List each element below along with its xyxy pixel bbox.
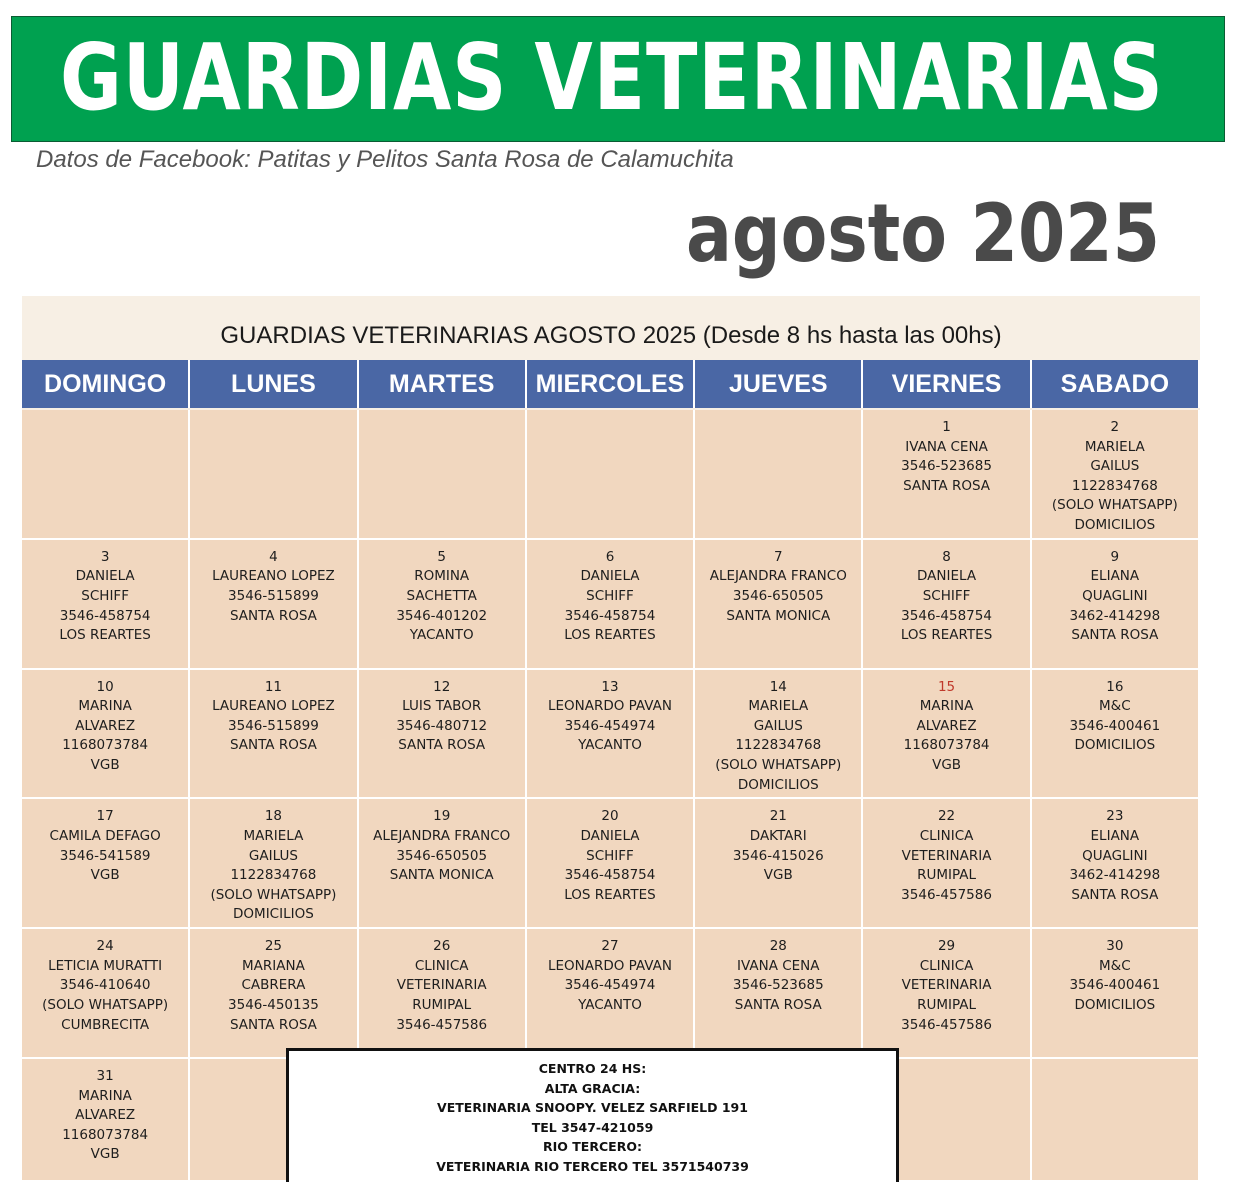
- note-line: TEL 3547-421059: [531, 1119, 654, 1135]
- cell-line: RUMIPAL: [412, 996, 472, 1013]
- cell-line: 3546-515899: [228, 717, 319, 734]
- day-number: 28: [769, 938, 787, 955]
- cell-line: SANTA ROSA: [229, 607, 317, 624]
- day-cell-27: [527, 929, 695, 1059]
- day-number: 8: [942, 548, 951, 565]
- cell-line: 3546-523685: [901, 458, 992, 475]
- cell-line: 3546-480712: [396, 717, 488, 734]
- cell-line: 3546-401202: [396, 607, 488, 624]
- cell-line: 1168073784: [903, 737, 990, 754]
- day-number: 2: [1110, 419, 1120, 435]
- cell-line: VETERINARIA: [396, 977, 487, 994]
- cell-line: 1122834768: [230, 867, 317, 884]
- cell-line: SCHIFF: [81, 587, 129, 604]
- cell-line: DOMICILIOS: [1074, 516, 1156, 533]
- cell-line: DANIELA: [917, 568, 977, 585]
- day-cell-30: [1032, 929, 1200, 1059]
- cell-line: 3546-458754: [564, 867, 656, 884]
- cell-line: 3546-454974: [564, 977, 656, 994]
- cell-line: LOS REARTES: [564, 886, 656, 903]
- day-cell-23: [1032, 799, 1200, 929]
- cell-line: DANIELA: [580, 568, 640, 585]
- day-number: 31: [96, 1068, 114, 1084]
- day-cell-11: [190, 670, 358, 800]
- cell-line: 1168073784: [62, 737, 149, 754]
- day-cell-9: [1032, 540, 1200, 670]
- day-cell-10: [22, 670, 190, 800]
- day-cell-18: [190, 799, 358, 929]
- cell-line: ALVAREZ: [75, 1107, 136, 1124]
- cell-line: SCHIFF: [586, 847, 634, 864]
- cell-line: MARIELA: [748, 698, 809, 715]
- cell-line: CUMBRECITA: [61, 1016, 150, 1033]
- day-cell-25: [190, 929, 358, 1059]
- cell-line: MARIELA: [1084, 438, 1145, 455]
- day-number: 14: [769, 678, 787, 695]
- cell-line: 3546-454974: [564, 717, 656, 734]
- cell-line: VETERINARIA: [901, 977, 992, 994]
- title-banner: [11, 16, 1225, 142]
- day-cell-22: [863, 799, 1031, 929]
- cell-line: IVANA CENA: [737, 957, 820, 974]
- day-number: 17: [96, 808, 114, 825]
- day-number: 22: [937, 808, 956, 825]
- cell-line: LAUREANO LOPEZ: [212, 568, 335, 585]
- cell-line: SANTA MONICA: [726, 607, 831, 624]
- day-number: 15: [937, 678, 956, 695]
- empty-cell: [359, 410, 527, 540]
- cell-line: LOS REARTES: [59, 627, 151, 644]
- cell-line: MARINA: [78, 1087, 132, 1104]
- empty-cell: [1032, 1059, 1200, 1182]
- cell-line: LOS REARTES: [564, 627, 656, 644]
- cell-line: 3546-541589: [59, 847, 151, 864]
- day-cell-4: [190, 540, 358, 670]
- cell-line: LETICIA MURATTI: [48, 957, 163, 974]
- cell-line: (SOLO WHATSAPP): [715, 756, 842, 773]
- cell-line: 3546-458754: [59, 607, 151, 624]
- cell-line: ROMINA: [414, 568, 470, 585]
- day-number: 19: [433, 808, 451, 825]
- cell-line: 3546-410640: [59, 977, 151, 994]
- cell-line: VETERINARIA: [901, 847, 992, 864]
- cell-line: SCHIFF: [922, 587, 971, 604]
- day-number: 18: [264, 808, 283, 825]
- day-cell-19: [359, 799, 527, 929]
- cell-line: 3546-457586: [901, 886, 992, 903]
- cell-line: 3546-400461: [1069, 977, 1161, 994]
- note-line: RIO TERCERO:: [543, 1139, 642, 1155]
- day-header-miercoles: MIERCOLES: [527, 360, 695, 408]
- cell-line: DOMICILIOS: [737, 776, 819, 793]
- cell-line: MARINA: [78, 698, 132, 715]
- cell-line: SACHETTA: [406, 587, 477, 604]
- day-number: 27: [601, 938, 619, 955]
- day-number: 3: [100, 548, 110, 565]
- day-cell-8: [863, 540, 1031, 670]
- cell-line: 3462-414298: [1069, 867, 1161, 884]
- cell-line: SANTA MONICA: [389, 867, 494, 884]
- cell-line: MARINA: [919, 698, 974, 715]
- emergency-center-note: [286, 1048, 899, 1182]
- cell-line: YACANTO: [578, 737, 642, 754]
- cell-line: CAMILA DEFAGO: [49, 827, 161, 844]
- calendar-title: GUARDIAS VETERINARIAS AGOSTO 2025 (Desde 8 hs hasta las 00hs): [220, 322, 1002, 349]
- cell-line: M&C: [1099, 698, 1131, 715]
- cell-line: QUAGLINI: [1082, 847, 1148, 864]
- day-cell-6: [527, 540, 695, 670]
- cell-line: DANIELA: [580, 827, 640, 844]
- cell-line: 3546-415026: [732, 847, 824, 864]
- day-cell-13: [527, 670, 695, 800]
- day-cell-15: [863, 670, 1031, 800]
- cell-line: SCHIFF: [586, 587, 634, 604]
- cell-line: 3546-515899: [228, 587, 319, 604]
- day-cell-21: [695, 799, 863, 929]
- cell-line: (SOLO WHATSAPP): [1051, 497, 1178, 514]
- cell-line: CABRERA: [241, 977, 306, 994]
- cell-line: SANTA ROSA: [1071, 627, 1159, 644]
- cell-line: MARIELA: [243, 827, 304, 844]
- cell-line: 3546-450135: [228, 996, 319, 1013]
- cell-line: LAUREANO LOPEZ: [212, 698, 335, 715]
- cell-line: VGB: [90, 756, 120, 773]
- cell-line: ELIANA: [1090, 827, 1140, 844]
- empty-cell: [22, 410, 190, 540]
- cell-line: DOMICILIOS: [233, 906, 314, 923]
- day-header-martes: MARTES: [359, 360, 527, 408]
- day-number: 26: [433, 938, 451, 955]
- day-header-jueves: JUEVES: [695, 360, 863, 408]
- day-cell-20: [527, 799, 695, 929]
- cell-line: DOMICILIOS: [1074, 737, 1156, 754]
- empty-cell: [527, 410, 695, 540]
- cell-line: VGB: [932, 756, 962, 773]
- cell-line: ALEJANDRA FRANCO: [709, 568, 847, 585]
- cell-line: DANIELA: [75, 568, 135, 585]
- cell-line: 1168073784: [62, 1126, 149, 1143]
- day-number: 4: [269, 548, 278, 565]
- empty-cell: [190, 410, 358, 540]
- day-header-domingo: DOMINGO: [22, 360, 190, 408]
- cell-line: M&C: [1099, 957, 1131, 974]
- day-number: 24: [96, 938, 114, 955]
- day-cell-17: [22, 799, 190, 929]
- day-number: 20: [601, 808, 619, 825]
- day-number: 11: [264, 678, 283, 695]
- cell-line: 3546-400461: [1069, 717, 1161, 734]
- cell-line: ALEJANDRA FRANCO: [373, 827, 511, 844]
- cell-line: 3546-457586: [901, 1016, 992, 1033]
- cell-line: SANTA ROSA: [903, 477, 991, 494]
- day-cell-26: [359, 929, 527, 1059]
- cell-line: RUMIPAL: [917, 996, 977, 1013]
- day-number: 25: [264, 938, 283, 955]
- day-cell-3: [22, 540, 190, 670]
- cell-line: LOS REARTES: [900, 627, 993, 644]
- cell-line: SANTA ROSA: [1071, 886, 1159, 903]
- cell-line: SANTA ROSA: [398, 737, 486, 754]
- day-cell-14: [695, 670, 863, 800]
- cell-line: IVANA CENA: [905, 438, 988, 455]
- cell-line: LUIS TABOR: [402, 698, 482, 715]
- cell-line: DOMICILIOS: [1074, 996, 1156, 1013]
- day-header-viernes: VIERNES: [863, 360, 1031, 408]
- cell-line: 1122834768: [735, 737, 822, 754]
- cell-line: QUAGLINI: [1082, 587, 1148, 604]
- day-number: 12: [433, 678, 451, 695]
- cell-line: CLINICA: [919, 957, 974, 974]
- day-number: 16: [1106, 678, 1124, 695]
- day-number: 1: [942, 419, 951, 435]
- day-cell-24: [22, 929, 190, 1059]
- cell-line: SANTA ROSA: [229, 1016, 317, 1033]
- day-header-lunes: LUNES: [190, 360, 358, 408]
- cell-line: 3546-650505: [732, 587, 824, 604]
- day-header-sabado: SABADO: [1032, 360, 1200, 408]
- cell-line: YACANTO: [578, 996, 642, 1013]
- note-line: CENTRO 24 HS:: [538, 1061, 647, 1076]
- cell-line: ALVAREZ: [75, 717, 136, 734]
- cell-line: CLINICA: [919, 827, 974, 844]
- cell-line: VGB: [90, 867, 120, 884]
- day-number: 10: [96, 678, 114, 695]
- day-number: 21: [769, 808, 787, 825]
- cell-line: 3546-457586: [396, 1016, 488, 1033]
- day-number: 6: [605, 548, 615, 565]
- day-number: 5: [437, 548, 446, 565]
- cell-line: 3546-458754: [564, 607, 656, 624]
- cell-line: DAKTARI: [749, 827, 807, 844]
- cell-line: 3546-523685: [732, 977, 824, 994]
- cell-line: 1122834768: [1071, 477, 1158, 494]
- cell-line: SANTA ROSA: [734, 996, 822, 1013]
- cell-line: LEONARDO PAVAN: [547, 698, 673, 715]
- cell-line: RUMIPAL: [917, 867, 977, 884]
- day-cell-31: [22, 1059, 190, 1182]
- day-number: 29: [937, 938, 956, 955]
- cell-line: GAILUS: [248, 847, 298, 864]
- cell-line: GAILUS: [1090, 458, 1140, 475]
- cell-line: MARIANA: [242, 957, 305, 974]
- day-cell-7: [695, 540, 863, 670]
- day-number: 23: [1106, 808, 1124, 825]
- cell-line: SANTA ROSA: [229, 737, 317, 754]
- day-number: 7: [773, 548, 783, 565]
- day-number: 9: [1110, 548, 1120, 565]
- cell-line: VGB: [763, 867, 793, 884]
- cell-line: (SOLO WHATSAPP): [42, 996, 169, 1013]
- day-cell-28: [695, 929, 863, 1059]
- day-cell-5: [359, 540, 527, 670]
- cell-line: ALVAREZ: [916, 717, 977, 734]
- day-cell-2: [1032, 410, 1200, 540]
- cell-line: 3546-650505: [396, 847, 488, 864]
- empty-cell: [695, 410, 863, 540]
- day-cell-16: [1032, 670, 1200, 800]
- cell-line: GAILUS: [753, 717, 803, 734]
- cell-line: (SOLO WHATSAPP): [210, 886, 337, 903]
- day-number: 13: [601, 678, 619, 695]
- cell-line: 3546-458754: [901, 607, 992, 624]
- note-line: VETERINARIA RIO TERCERO TEL 3571540739: [436, 1158, 749, 1174]
- day-cell-29: [863, 929, 1031, 1059]
- day-cell-1: [863, 410, 1031, 540]
- banner-title: GUARDIAS VETERINARIAS: [60, 24, 1164, 131]
- cell-line: CLINICA: [414, 957, 469, 974]
- cell-line: YACANTO: [409, 627, 474, 644]
- cell-line: ELIANA: [1090, 568, 1140, 585]
- cell-line: VGB: [90, 1146, 120, 1163]
- cell-line: LEONARDO PAVAN: [547, 957, 673, 974]
- source-caption: Datos de Facebook: Patitas y Pelitos Santa Rosa de Calamuchita: [36, 146, 734, 173]
- note-line: VETERINARIA SNOOPY. VELEZ SARFIELD 191: [437, 1100, 748, 1116]
- day-cell-12: [359, 670, 527, 800]
- month-title: agosto 2025: [686, 187, 1160, 280]
- day-number: 30: [1106, 938, 1124, 955]
- cell-line: 3462-414298: [1069, 607, 1161, 624]
- note-line: ALTA GRACIA:: [544, 1080, 641, 1096]
